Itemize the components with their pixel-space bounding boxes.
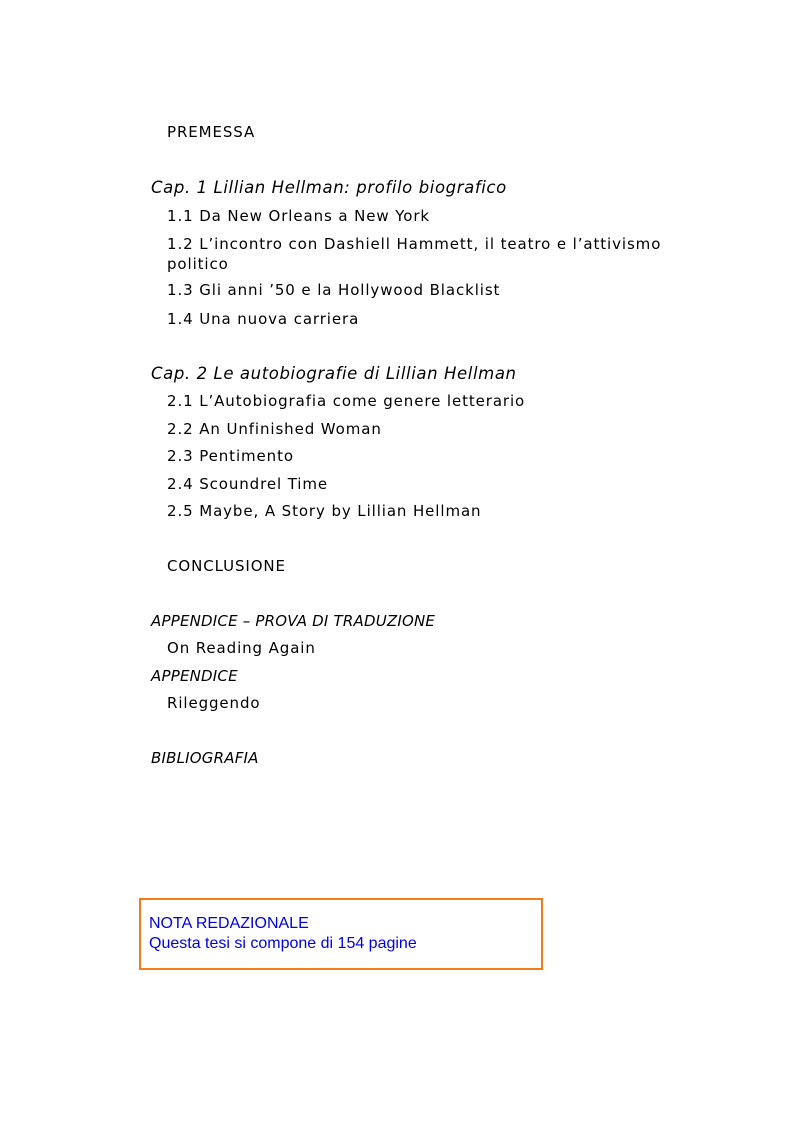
appendix-2-item: Rileggendo bbox=[167, 694, 261, 712]
toc-item-1-2: 1.2 L’incontro con Dashiell Hammett, il teatro e l’attivismo politico bbox=[167, 235, 662, 273]
toc-item-1-3: 1.3 Gli anni ’50 e la Hollywood Blacklist bbox=[167, 281, 501, 299]
toc-item-2-4: 2.4 Scoundrel Time bbox=[167, 475, 329, 493]
editorial-note-text: Questa tesi si compone di 154 pagine bbox=[149, 935, 417, 952]
toc-item-1-1: 1.1 Da New Orleans a New York bbox=[167, 207, 431, 225]
toc-item-2-5: 2.5 Maybe, A Story by Lillian Hellman bbox=[167, 502, 482, 520]
toc-item-2-3: 2.3 Pentimento bbox=[167, 447, 294, 465]
toc-bibliografia: BIBLIOGRAFIA bbox=[151, 749, 259, 767]
editorial-note-heading: NOTA REDAZIONALE bbox=[149, 915, 309, 932]
toc-item-1-4: 1.4 Una nuova carriera bbox=[167, 310, 360, 328]
chapter-1-title: Cap. 1 Lillian Hellman: profilo biografico bbox=[151, 178, 507, 197]
appendix-1-item: On Reading Again bbox=[167, 639, 316, 657]
appendix-1-title: APPENDICE – PROVA DI TRADUZIONE bbox=[151, 612, 436, 630]
editorial-note-box bbox=[139, 898, 543, 970]
chapter-2-title: Cap. 2 Le autobiografie di Lillian Hellman bbox=[151, 364, 517, 383]
appendix-2-title: APPENDICE bbox=[151, 667, 238, 685]
toc-premessa: PREMESSA bbox=[167, 123, 256, 141]
toc-item-2-1: 2.1 L’Autobiografia come genere letterario bbox=[167, 392, 526, 410]
toc-item-2-2: 2.2 An Unfinished Woman bbox=[167, 420, 382, 438]
toc-conclusione: CONCLUSIONE bbox=[167, 557, 286, 575]
